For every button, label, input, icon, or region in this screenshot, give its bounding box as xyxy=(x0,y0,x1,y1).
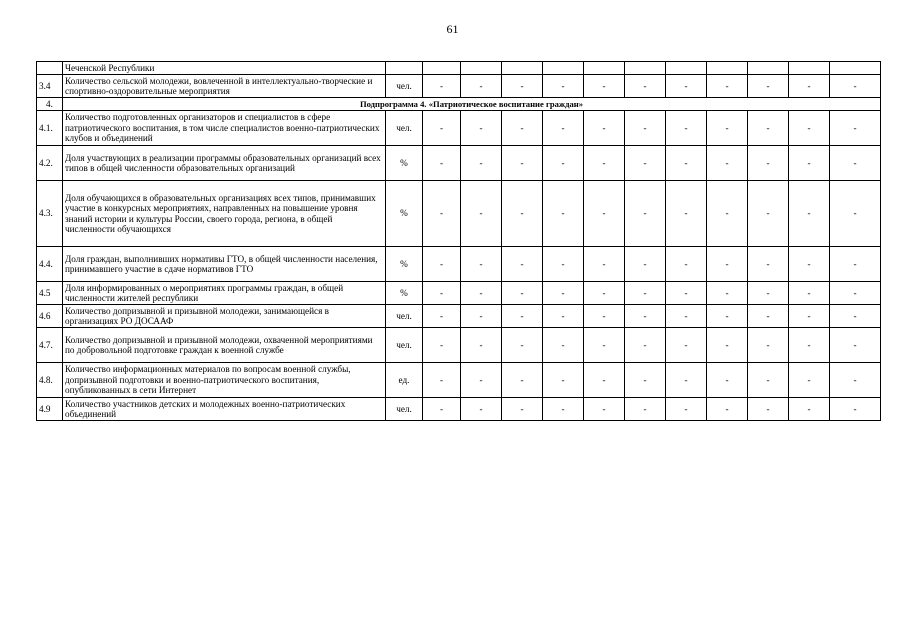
value-cell: - xyxy=(502,398,543,421)
subprogram-title: Подпрограмма 4. «Патриотическое воспитание граждан» xyxy=(63,98,881,111)
indicator-name-cell: Количество подготовленных организаторов и специалистов в сфере патриотического воспитания, в том числе специалистов военно-патриотических клубов и объединений xyxy=(63,111,386,146)
unit-cell: % xyxy=(386,146,423,181)
value-cell: - xyxy=(666,111,707,146)
value-cell: - xyxy=(543,363,584,398)
value-cell: - xyxy=(707,111,748,146)
unit-cell: % xyxy=(386,282,423,305)
value-cell: - xyxy=(789,282,830,305)
subprogram-row xyxy=(37,98,881,111)
subprogram-number: 4. xyxy=(37,98,63,111)
row-number-cell: 3.4 xyxy=(37,75,63,98)
value-cell: - xyxy=(625,305,666,328)
table-row xyxy=(37,111,881,146)
value-cell: - xyxy=(461,282,502,305)
row-number-cell: 4.4. xyxy=(37,247,63,282)
row-number-cell xyxy=(37,62,63,75)
value-cell: - xyxy=(584,146,625,181)
indicator-name-cell: Количество сельской молодежи, вовлеченной в интеллектуально-творческие и спортивно-оздоровительные мероприятия xyxy=(63,75,386,98)
value-cell: - xyxy=(625,181,666,247)
row-number-cell: 4.6 xyxy=(37,305,63,328)
value-cell: - xyxy=(625,363,666,398)
unit-cell xyxy=(386,62,423,75)
value-cell: - xyxy=(584,282,625,305)
value-cell: - xyxy=(789,363,830,398)
value-cell: - xyxy=(789,247,830,282)
value-cell: - xyxy=(461,305,502,328)
value-cell: - xyxy=(502,247,543,282)
value-cell: - xyxy=(584,247,625,282)
value-cell: - xyxy=(502,111,543,146)
value-cell: - xyxy=(584,398,625,421)
value-cell: - xyxy=(502,146,543,181)
value-cell: - xyxy=(707,363,748,398)
value-cell: - xyxy=(748,328,789,363)
value-cell: - xyxy=(789,111,830,146)
value-cell: - xyxy=(748,111,789,146)
table-row xyxy=(37,75,881,98)
value-cell: - xyxy=(461,181,502,247)
value-cell: - xyxy=(461,111,502,146)
row-number-cell: 4.3. xyxy=(37,181,63,247)
table-row-continuation xyxy=(37,62,881,75)
value-cell: - xyxy=(461,363,502,398)
value-cell: - xyxy=(748,363,789,398)
value-cell: - xyxy=(707,146,748,181)
value-cell: - xyxy=(584,111,625,146)
value-cell: - xyxy=(666,75,707,98)
row-number-cell: 4.1. xyxy=(37,111,63,146)
value-cell: - xyxy=(543,305,584,328)
value-cell: - xyxy=(625,247,666,282)
value-cell: - xyxy=(830,398,881,421)
value-cell: - xyxy=(502,75,543,98)
indicator-name-cell: Доля граждан, выполнивших нормативы ГТО, в общей численности населения, принимавшего участие в сдаче нормативов ГТО xyxy=(63,247,386,282)
value-cell: - xyxy=(423,247,461,282)
indicator-name-cell: Чеченской Республики xyxy=(63,62,386,75)
value-cell: - xyxy=(543,328,584,363)
row-number-cell: 4.5 xyxy=(37,282,63,305)
value-cell: - xyxy=(666,282,707,305)
value-cell: - xyxy=(789,146,830,181)
value-cell: - xyxy=(666,305,707,328)
indicators-body xyxy=(37,62,881,421)
value-cell: - xyxy=(625,111,666,146)
indicator-name-cell: Количество участников детских и молодежных военно-патриотических объединений xyxy=(63,398,386,421)
value-cell: - xyxy=(707,247,748,282)
value-cell: - xyxy=(748,146,789,181)
value-cell: - xyxy=(502,363,543,398)
unit-cell: % xyxy=(386,247,423,282)
indicators-table xyxy=(36,61,881,421)
table-row xyxy=(37,247,881,282)
row-number-cell: 4.7. xyxy=(37,328,63,363)
value-cell: - xyxy=(789,75,830,98)
indicator-name-cell: Доля участвующих в реализации программы образовательных организаций всех типов в общей численности образовательных организаций xyxy=(63,146,386,181)
table-row xyxy=(37,146,881,181)
table-row xyxy=(37,305,881,328)
value-cell: - xyxy=(625,146,666,181)
unit-cell: % xyxy=(386,181,423,247)
unit-cell: ед. xyxy=(386,363,423,398)
value-cell: - xyxy=(502,181,543,247)
value-cell: - xyxy=(423,398,461,421)
row-number-cell: 4.9 xyxy=(37,398,63,421)
value-cell: - xyxy=(830,247,881,282)
value-cell: - xyxy=(423,75,461,98)
value-cell: - xyxy=(461,146,502,181)
value-cell: - xyxy=(543,111,584,146)
value-cell: - xyxy=(423,305,461,328)
table-row xyxy=(37,328,881,363)
value-cell: - xyxy=(748,181,789,247)
value-cell: - xyxy=(830,181,881,247)
row-number-cell: 4.8. xyxy=(37,363,63,398)
value-cell: - xyxy=(584,75,625,98)
value-cell: - xyxy=(748,75,789,98)
value-cell: - xyxy=(789,328,830,363)
value-cell: - xyxy=(707,282,748,305)
indicator-name-cell: Доля информированных о мероприятиях программы граждан, в общей численности жителей республики xyxy=(63,282,386,305)
value-cell: - xyxy=(830,75,881,98)
value-cell: - xyxy=(666,398,707,421)
unit-cell: чел. xyxy=(386,75,423,98)
value-cell: - xyxy=(748,305,789,328)
value-cell: - xyxy=(461,75,502,98)
value-cell: - xyxy=(789,398,830,421)
value-cell: - xyxy=(502,305,543,328)
value-cell: - xyxy=(830,146,881,181)
value-cell: - xyxy=(707,75,748,98)
value-cell: - xyxy=(748,282,789,305)
value-cell: - xyxy=(707,398,748,421)
table-row xyxy=(37,398,881,421)
value-cell: - xyxy=(461,328,502,363)
value-cell: - xyxy=(543,146,584,181)
value-cell: - xyxy=(543,247,584,282)
value-cell: - xyxy=(584,305,625,328)
value-cell: - xyxy=(502,282,543,305)
value-cell: - xyxy=(666,363,707,398)
value-cell: - xyxy=(830,282,881,305)
value-cell: - xyxy=(543,75,584,98)
value-cell: - xyxy=(461,247,502,282)
value-cell: - xyxy=(461,398,502,421)
value-cell: - xyxy=(625,398,666,421)
indicator-name-cell: Количество допризывной и призывной молодежи, охваченной мероприятиями по добровольной подготовке граждан к военной службе xyxy=(63,328,386,363)
indicator-name-cell: Количество допризывной и призывной молодежи, занимающейся в организациях РО ДОСААФ xyxy=(63,305,386,328)
value-cell: - xyxy=(748,398,789,421)
value-cell: - xyxy=(666,247,707,282)
value-cell: - xyxy=(625,75,666,98)
value-cell: - xyxy=(666,328,707,363)
value-cell: - xyxy=(502,328,543,363)
value-cell: - xyxy=(666,146,707,181)
indicator-name-cell: Количество информационных материалов по вопросам военной службы, допризывной подготовки и военно-патриотического воспитания, опубликованных в сети Интернет xyxy=(63,363,386,398)
unit-cell: чел. xyxy=(386,305,423,328)
unit-cell: чел. xyxy=(386,328,423,363)
value-cell: - xyxy=(830,363,881,398)
table-row xyxy=(37,181,881,247)
value-cell: - xyxy=(423,181,461,247)
value-cell: - xyxy=(543,398,584,421)
table-row xyxy=(37,282,881,305)
value-cell: - xyxy=(830,111,881,146)
value-cell: - xyxy=(584,328,625,363)
value-cell: - xyxy=(789,305,830,328)
value-cell: - xyxy=(830,328,881,363)
row-number-cell: 4.2. xyxy=(37,146,63,181)
value-cell: - xyxy=(666,181,707,247)
value-cell: - xyxy=(423,111,461,146)
value-cell: - xyxy=(543,181,584,247)
value-cell: - xyxy=(584,181,625,247)
value-cell: - xyxy=(423,282,461,305)
value-cell: - xyxy=(423,328,461,363)
value-cell: - xyxy=(625,282,666,305)
unit-cell: чел. xyxy=(386,398,423,421)
value-cell: - xyxy=(423,146,461,181)
value-cell: - xyxy=(707,181,748,247)
value-cell: - xyxy=(748,247,789,282)
value-cell: - xyxy=(789,181,830,247)
indicator-name-cell: Доля обучающихся в образовательных организациях всех типов, принимавших участие в конкурсных мероприятиях, направленных на повышение уровня знаний истории и культуры России, своего города, региона, в общей численности обучающихся xyxy=(63,181,386,247)
table-row xyxy=(37,363,881,398)
value-cell: - xyxy=(707,328,748,363)
value-cell: - xyxy=(423,363,461,398)
page-number: 61 xyxy=(446,22,459,36)
value-cell: - xyxy=(543,282,584,305)
value-cell: - xyxy=(707,305,748,328)
value-cell: - xyxy=(625,328,666,363)
unit-cell: чел. xyxy=(386,111,423,146)
value-cell: - xyxy=(830,305,881,328)
value-cell: - xyxy=(584,363,625,398)
